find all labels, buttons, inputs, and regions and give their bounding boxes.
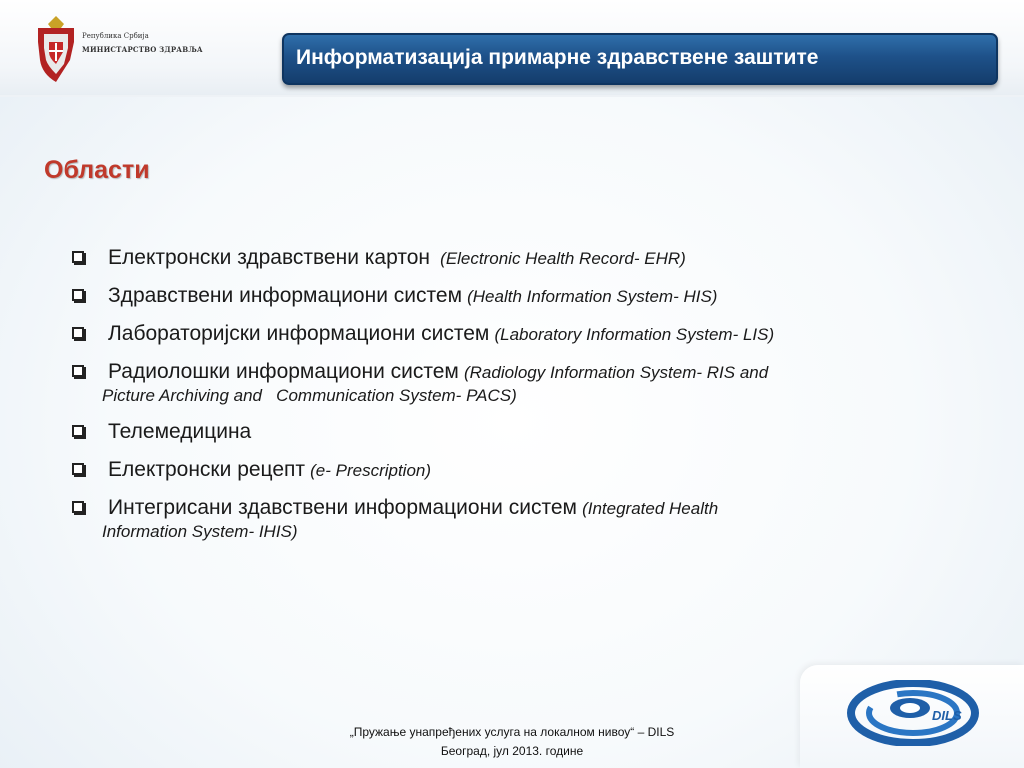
header-divider [0, 95, 1024, 97]
item-english-text: (Health Information System- HIS) [467, 287, 718, 306]
checkbox-bullet-icon [72, 463, 84, 475]
areas-list [72, 246, 972, 556]
footer-project: „Пружање унапређених услуга на локалном нивоу“ – DILS [349, 725, 675, 739]
slide-title: Информатизација примарне здравствене заштите [296, 46, 819, 69]
list-item [72, 420, 972, 444]
item-main-text: Радиолошки информациони систем [108, 360, 459, 383]
checkbox-bullet-icon [72, 327, 84, 339]
item-main-text: Лабораторијски информациони систем [108, 322, 490, 345]
list-item [72, 496, 972, 542]
ministry-line-2: МИНИСТАРСТВО ЗДРАВЉА [82, 45, 203, 54]
list-item [72, 458, 972, 482]
item-continuation-text: Information System- IHIS) [102, 522, 298, 541]
item-main-text: Телемедицина [108, 420, 252, 443]
list-item [72, 322, 972, 346]
ministry-label [82, 30, 203, 56]
list-item [72, 284, 972, 308]
item-main-text: Здравствени информациони систем [108, 284, 463, 307]
section-title: Области [44, 156, 150, 184]
checkbox-bullet-icon [72, 251, 84, 263]
checkbox-bullet-icon [72, 425, 84, 437]
item-main-text: Интегрисани здавствени информациони систем [108, 496, 577, 519]
item-main-text: Електронски здравствени картон [108, 246, 430, 269]
list-item [72, 246, 972, 270]
item-english-text: (Laboratory Information System- LIS) [494, 325, 775, 344]
item-continuation-text: Picture Archiving and Communication System- PACS) [102, 386, 517, 405]
checkbox-bullet-icon [72, 289, 84, 301]
checkbox-bullet-icon [72, 365, 84, 377]
ministry-line-1: Република Србија [82, 32, 149, 40]
checkbox-bullet-icon [72, 501, 84, 513]
title-bar [282, 33, 998, 85]
list-item [72, 360, 972, 406]
item-english-text: (Integrated Health [582, 499, 719, 518]
item-english-text: (e- Prescription) [310, 461, 432, 480]
footer-date: Београд, јул 2013. године [440, 744, 584, 758]
item-english-text: (Radiology Information System- RIS and [463, 363, 769, 382]
item-english-text: (Electronic Health Record- EHR) [440, 249, 686, 268]
dils-logo-text: DILS [932, 708, 962, 723]
item-main-text: Електронски рецепт [108, 458, 306, 481]
serbian-coat-of-arms-icon [34, 14, 78, 84]
